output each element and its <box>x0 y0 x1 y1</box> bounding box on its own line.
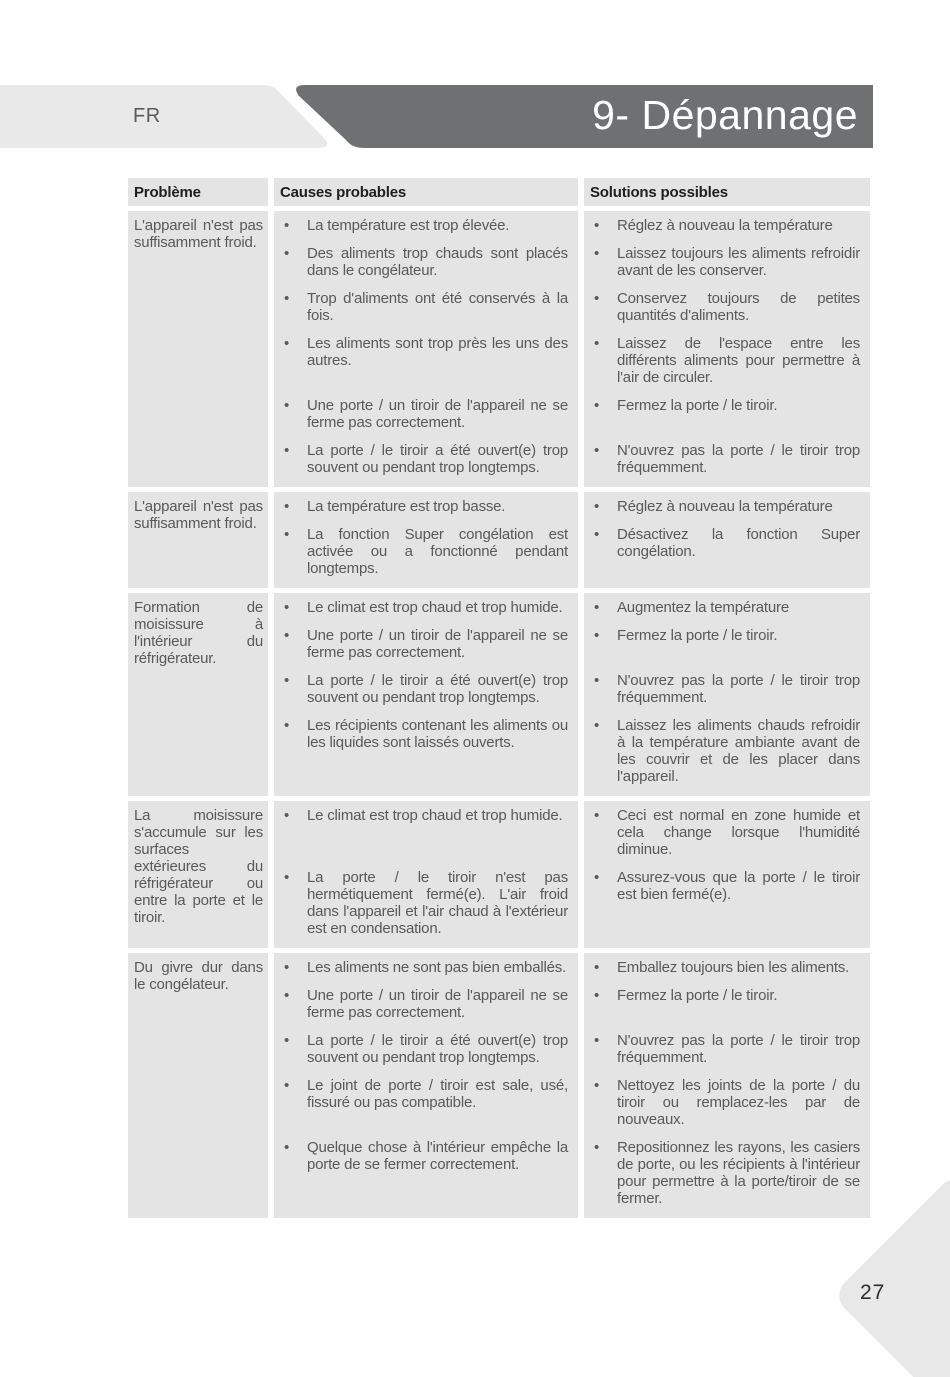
bullet-marker: • <box>284 1077 290 1094</box>
header-solutions: Solutions possibles <box>584 178 870 206</box>
table-row <box>128 211 870 487</box>
solution-text: Fermez la porte / le tiroir. <box>617 627 778 644</box>
bullet-marker: • <box>284 1139 290 1156</box>
solution-item <box>584 801 870 869</box>
solution-text: Augmentez la température <box>617 599 789 616</box>
solution-text: Fermez la porte / le tiroir. <box>617 987 778 1004</box>
bullet-marker: • <box>284 442 290 459</box>
bullet-marker: • <box>284 290 290 307</box>
bullet-marker: • <box>594 1032 600 1049</box>
bullet-marker: • <box>284 526 290 543</box>
bullet-marker: • <box>594 442 600 459</box>
bullet-marker: • <box>594 1077 600 1094</box>
bullet-marker: • <box>284 807 290 824</box>
cause-text: La porte / le tiroir a été ouvert(e) trop souvent ou pendant trop longtemps. <box>307 442 568 476</box>
solution-item <box>584 717 870 796</box>
bullet-marker: • <box>594 498 600 515</box>
page-number: 27 <box>860 1281 886 1304</box>
cause-text: Les récipients contenant les aliments ou les liquides sont laissés ouverts. <box>307 717 568 751</box>
cause-item <box>274 211 578 245</box>
bullet-marker: • <box>594 397 600 414</box>
header-problem: Problème <box>128 178 268 206</box>
bullet-marker: • <box>284 217 290 234</box>
cause-text: La température est trop élevée. <box>307 217 510 234</box>
solution-text: Laissez toujours les aliments refroidir avant de les conserver. <box>617 245 860 279</box>
solution-item <box>584 627 870 672</box>
bullet-marker: • <box>284 987 290 1004</box>
cause-item <box>274 672 578 717</box>
solution-text: Conservez toujours de petites quantités d'aliments. <box>617 290 860 324</box>
cause-text: Le joint de porte / tiroir est sale, usé, fissuré ou pas compatible. <box>307 1077 568 1111</box>
row-pairs <box>274 492 870 588</box>
cause-item <box>274 627 578 672</box>
cause-item <box>274 526 578 588</box>
cause-text: Les aliments sont trop près les uns des autres. <box>307 335 568 369</box>
cause-item <box>274 717 578 796</box>
cause-text: La température est trop basse. <box>307 498 506 515</box>
cause-item <box>274 801 578 869</box>
bullet-marker: • <box>284 599 290 616</box>
cause-text: Trop d'aliments ont été conservés à la fois. <box>307 290 568 324</box>
row-pairs <box>274 593 870 796</box>
table-row <box>128 801 870 948</box>
cause-item <box>274 869 578 948</box>
bullet-marker: • <box>284 717 290 734</box>
cause-item <box>274 442 578 487</box>
solution-text: Emballez toujours bien les aliments. <box>617 959 850 976</box>
solution-item <box>584 1139 870 1218</box>
bullet-marker: • <box>594 245 600 262</box>
solution-item <box>584 290 870 335</box>
solution-item <box>584 245 870 290</box>
bullet-marker: • <box>594 717 600 734</box>
solution-item <box>584 442 870 487</box>
troubleshooting-table <box>128 178 870 1223</box>
bullet-marker: • <box>594 672 600 689</box>
cause-text: La porte / le tiroir n'est pas hermétiquement fermé(e). L'air froid dans l'appareil et l'air chaud à l'extérieur est en condensation. <box>307 869 568 937</box>
cause-item <box>274 335 578 397</box>
cause-item <box>274 953 578 987</box>
cause-item <box>274 1139 578 1218</box>
solution-item <box>584 1032 870 1077</box>
solution-text: Laissez les aliments chauds refroidir à la température ambiante avant de les couvrir et de les placer dans l'appareil. <box>617 717 860 785</box>
cause-item <box>274 1077 578 1139</box>
bullet-marker: • <box>284 245 290 262</box>
bullet-marker: • <box>284 869 290 886</box>
cause-text: Le climat est trop chaud et trop humide. <box>307 599 563 616</box>
solution-item <box>584 869 870 948</box>
cause-text: Une porte / un tiroir de l'appareil ne se ferme pas correctement. <box>307 397 568 431</box>
solution-item <box>584 211 870 245</box>
cause-item <box>274 593 578 627</box>
solution-text: Nettoyez les joints de la porte / du tiroir ou remplacez-les par de nouveaux. <box>617 1077 860 1128</box>
bullet-marker: • <box>594 1139 600 1156</box>
solution-item <box>584 1077 870 1139</box>
bullet-marker: • <box>284 1032 290 1049</box>
solution-text: Réglez à nouveau la température <box>617 498 833 515</box>
solution-item <box>584 593 870 627</box>
solution-text: N'ouvrez pas la porte / le tiroir trop fréquemment. <box>617 1032 860 1066</box>
language-banner <box>0 85 327 148</box>
bullet-marker: • <box>284 627 290 644</box>
table-row <box>128 953 870 1218</box>
row-pairs <box>274 211 870 487</box>
problem-cell: Formation de moisissure à l'intérieur du réfrigérateur. <box>128 593 268 796</box>
cause-text: Une porte / un tiroir de l'appareil ne se ferme pas correctement. <box>307 627 568 661</box>
solution-item <box>584 526 870 588</box>
cause-text: La porte / le tiroir a été ouvert(e) trop souvent ou pendant trop longtemps. <box>307 1032 568 1066</box>
solution-item <box>584 987 870 1032</box>
bullet-marker: • <box>594 217 600 234</box>
cause-text: La fonction Super congélation est activée ou a fonctionné pendant longtemps. <box>307 526 568 577</box>
problem-cell: La moisissure s'accumule sur les surfaces extérieures du réfrigérateur ou entre la porte et le tiroir. <box>128 801 268 948</box>
solution-item <box>584 672 870 717</box>
cause-text: Une porte / un tiroir de l'appareil ne se ferme pas correctement. <box>307 987 568 1021</box>
bullet-marker: • <box>594 335 600 352</box>
solution-text: N'ouvrez pas la porte / le tiroir trop fréquemment. <box>617 442 860 476</box>
bullet-marker: • <box>594 807 600 824</box>
table-header-row <box>128 178 870 206</box>
solution-text: Désactivez la fonction Super congélation. <box>617 526 860 560</box>
problem-cell: Du givre dur dans le congélateur. <box>128 953 268 1218</box>
bullet-marker: • <box>594 987 600 1004</box>
solution-text: Réglez à nouveau la température <box>617 217 833 234</box>
bullet-marker: • <box>594 627 600 644</box>
bullet-marker: • <box>284 498 290 515</box>
solution-text: Assurez-vous que la porte / le tiroir est bien fermé(e). <box>617 869 860 903</box>
bullet-marker: • <box>594 869 600 886</box>
cause-text: Des aliments trop chauds sont placés dans le congélateur. <box>307 245 568 279</box>
bullet-marker: • <box>284 335 290 352</box>
problem-cell: L'appareil n'est pas suffisamment froid. <box>128 211 268 487</box>
bullet-marker: • <box>594 959 600 976</box>
cause-text: Quelque chose à l'intérieur empêche la porte de se fermer correctement. <box>307 1139 568 1173</box>
cause-text: Les aliments ne sont pas bien emballés. <box>307 959 567 976</box>
bullet-marker: • <box>284 672 290 689</box>
cause-item <box>274 290 578 335</box>
table-row <box>128 593 870 796</box>
problem-cell: L'appareil n'est pas suffisamment froid. <box>128 492 268 588</box>
bullet-marker: • <box>594 599 600 616</box>
solution-item <box>584 397 870 442</box>
solution-text: Laissez de l'espace entre les différents aliments pour permettre à l'air de circuler. <box>617 335 860 386</box>
row-pairs <box>274 953 870 1218</box>
solution-item <box>584 335 870 397</box>
solution-text: N'ouvrez pas la porte / le tiroir trop fréquemment. <box>617 672 860 706</box>
solution-item <box>584 953 870 987</box>
bullet-marker: • <box>594 290 600 307</box>
cause-item <box>274 397 578 442</box>
cause-item <box>274 1032 578 1077</box>
cause-item <box>274 492 578 526</box>
cause-item <box>274 987 578 1032</box>
bullet-marker: • <box>284 397 290 414</box>
language-label: FR <box>133 105 161 127</box>
cause-text: La porte / le tiroir a été ouvert(e) trop souvent ou pendant trop longtemps. <box>307 672 568 706</box>
header-causes: Causes probables <box>274 178 578 206</box>
solution-text: Repositionnez les rayons, les casiers de porte, ou les récipients à l'intérieur pour permettre à la porte/tiroir de se fermer. <box>617 1139 860 1207</box>
bullet-marker: • <box>284 959 290 976</box>
solution-text: Ceci est normal en zone humide et cela change lorsque l'humidité diminue. <box>617 807 860 858</box>
bullet-marker: • <box>594 526 600 543</box>
table-row <box>128 492 870 588</box>
cause-item <box>274 245 578 290</box>
page-title: 9- Dépannage <box>592 92 858 138</box>
row-pairs <box>274 801 870 948</box>
cause-text: Le climat est trop chaud et trop humide. <box>307 807 563 824</box>
solution-item <box>584 492 870 526</box>
solution-text: Fermez la porte / le tiroir. <box>617 397 778 414</box>
table-body <box>128 211 870 1218</box>
